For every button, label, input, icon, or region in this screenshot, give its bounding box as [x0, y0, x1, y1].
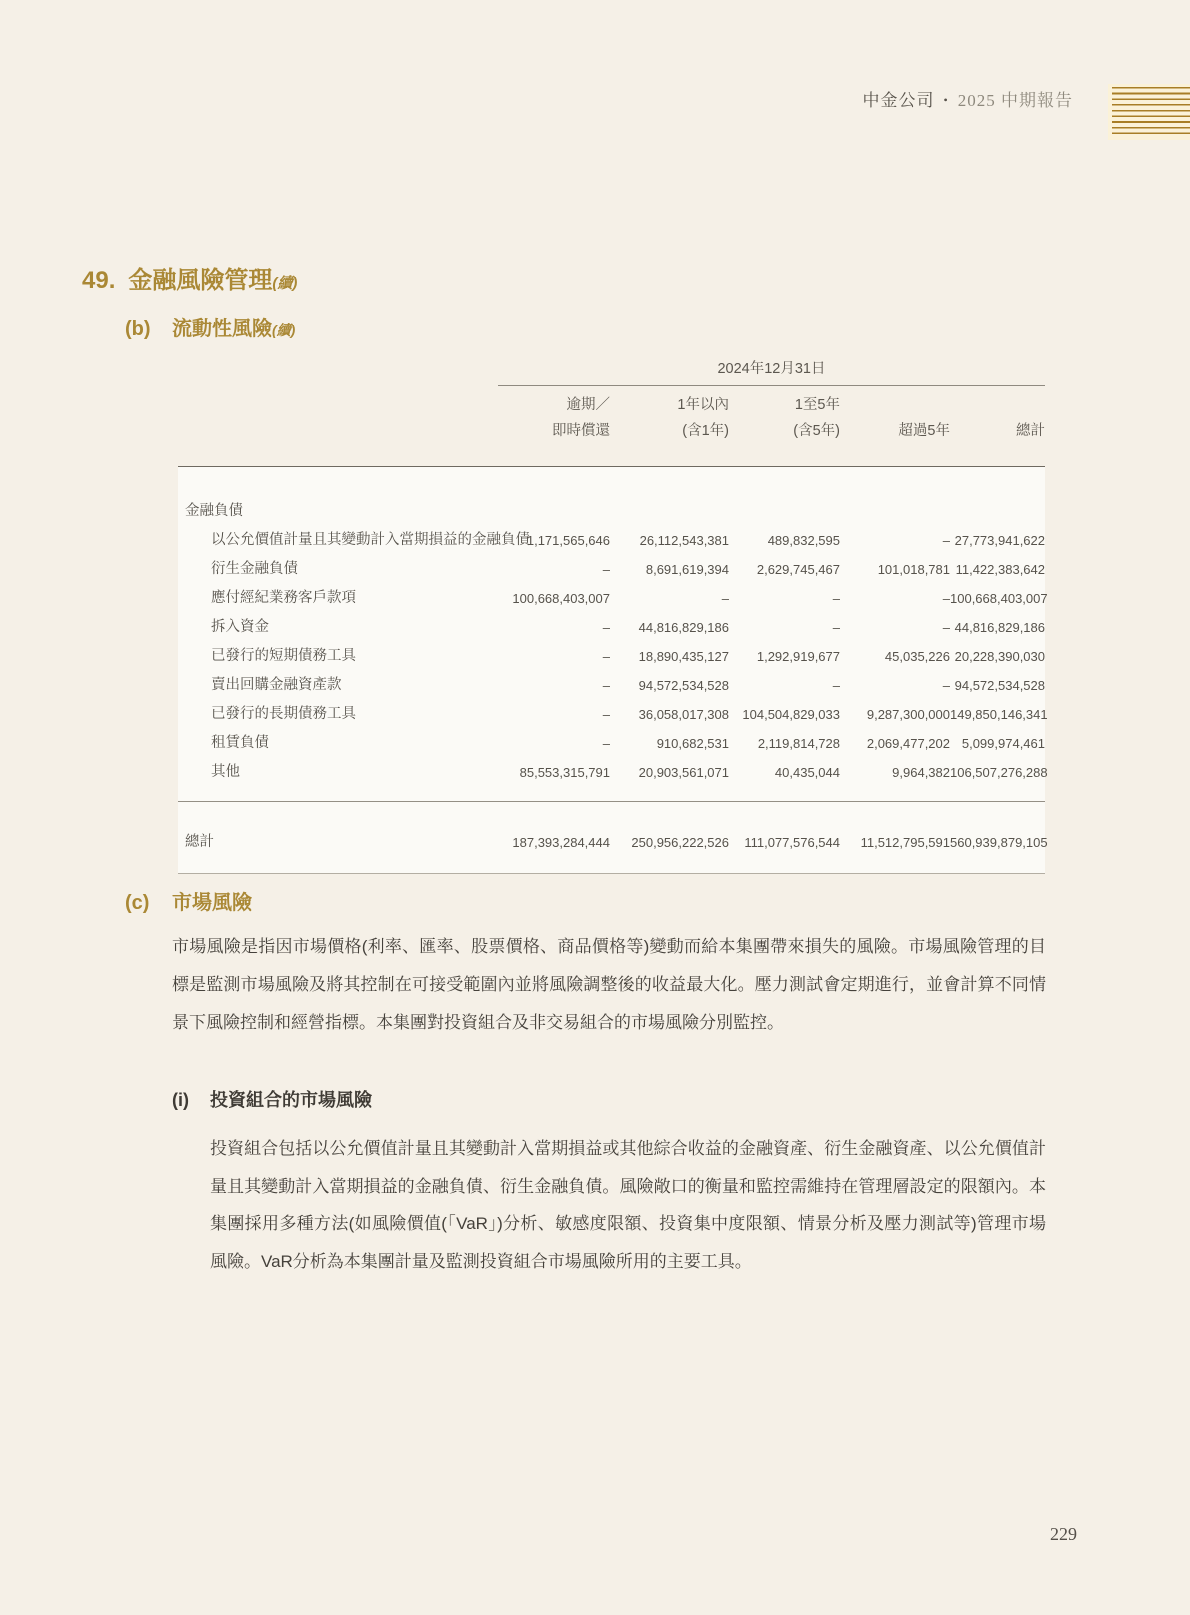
subsection-continued-marker: (續) [272, 322, 296, 338]
subsection-label: (c) [125, 892, 150, 914]
cell-value: 36,058,017,308 [638, 707, 729, 722]
cell-value: 94,572,534,528 [954, 678, 1045, 693]
cell-value: – [942, 620, 950, 635]
col-header-1y-l1: 1年以內 [677, 397, 729, 413]
total-value: 11,512,795,591 [860, 835, 950, 850]
cell-value: – [832, 591, 840, 606]
col-header-overdue-l1: 逾期／ [566, 397, 610, 413]
col-header-over5y-l2: 超過5年 [898, 423, 950, 439]
portfolio-risk-paragraph: 投資組合包括以公允價值計量且其變動計入當期損益或其他綜合收益的金融資產、衍生金融資產、以公允價值計量且其變動計入當期損益的金融負債、衍生金融負債。風險敞口的衡量和監控需維持在管理層設定的限額內。本集團採用多種方法(如風險價值(「VaR」)分析、敏感度限額、投資集中度限額、情景分析及壓力測試等)管理市場風險。VaR分析為本集團計量及監測投資組合市場風險所用的主要工具。 [210, 1139, 1046, 1271]
subsection-title: 投資組合的市場風險 [210, 1090, 372, 1110]
table-row [178, 555, 1045, 584]
table-group-row [178, 497, 1045, 526]
cell-value: 85,553,315,791 [519, 765, 610, 780]
cell-value: 2,069,477,202 [866, 736, 950, 751]
col-header-total-l1 [950, 392, 1045, 418]
column-headers-line1 [178, 392, 1045, 418]
corner-decoration [1108, 84, 1190, 140]
cell-value: 40,435,044 [774, 765, 840, 780]
group-label: 金融負債 [185, 503, 243, 519]
cell-value: – [942, 591, 950, 606]
cell-value: 5,099,974,461 [961, 736, 1045, 751]
cell-value: 2,629,745,467 [756, 562, 840, 577]
cell-value: – [602, 620, 610, 635]
cell-value: 101,018,781 [877, 562, 950, 577]
row-label: 其他 [211, 764, 240, 780]
cell-value: 106,507,276,288 [950, 765, 1048, 780]
subsection-heading-b [125, 312, 295, 341]
cell-value: 100,668,403,007 [950, 591, 1048, 606]
liquidity-maturity-table [178, 357, 1048, 874]
row-label: 應付經紀業務客戶款項 [211, 590, 356, 606]
cell-value: 18,890,435,127 [638, 649, 729, 664]
cell-value: 149,850,146,341 [950, 707, 1048, 722]
company-name: 中金公司 [862, 91, 935, 110]
running-header [863, 86, 1073, 111]
cell-value: – [602, 562, 610, 577]
table-body [178, 466, 1048, 874]
table-row [178, 584, 1048, 613]
table-date-header: 2024年12月31日 [498, 357, 1045, 386]
cell-value: 27,773,941,622 [954, 533, 1045, 548]
report-title: 2025 中期報告 [957, 91, 1073, 110]
cell-value: 8,691,619,394 [645, 562, 729, 577]
table-row [178, 758, 1048, 787]
table-row [178, 613, 1045, 642]
subsection-title: 市場風險 [172, 892, 252, 914]
row-label: 已發行的短期債務工具 [211, 648, 356, 664]
row-label: 拆入資金 [211, 619, 269, 635]
subsection-title: 流動性風險 [172, 318, 272, 340]
cell-value: – [942, 533, 950, 548]
cell-value: 44,816,829,186 [638, 620, 729, 635]
cell-value: – [721, 591, 729, 606]
cell-value: 910,682,531 [656, 736, 729, 751]
cell-value: 20,228,390,030 [954, 649, 1045, 664]
table-row [178, 526, 1045, 555]
table-total-row [178, 802, 1048, 857]
cell-value: 9,287,300,000 [866, 707, 950, 722]
table-row [178, 642, 1045, 671]
horizontal-lines-icon [1112, 87, 1190, 137]
cell-value: 94,572,534,528 [638, 678, 729, 693]
cell-value: 45,035,226 [884, 649, 950, 664]
cell-value: 20,903,561,071 [638, 765, 729, 780]
row-label: 衍生金融負債 [211, 561, 298, 577]
subsection-heading-c [125, 886, 252, 915]
col-header-total-l2: 總計 [1016, 423, 1045, 439]
cell-value: 9,964,382 [892, 765, 950, 780]
col-header-1y-l2: (含1年) [682, 423, 729, 439]
cell-value: – [602, 736, 610, 751]
col-header-1to5y-l1: 1至5年 [794, 397, 840, 413]
table-row [178, 671, 1045, 700]
table-row [178, 700, 1048, 729]
cell-value: 489,832,595 [767, 533, 840, 548]
total-value: 250,956,222,526 [631, 835, 729, 850]
table-row [178, 729, 1045, 758]
cell-value: 44,816,829,186 [954, 620, 1045, 635]
row-label: 以公允價值計量且其變動計入當期損益的金融負債 [211, 532, 530, 548]
cell-value: – [602, 678, 610, 693]
market-risk-paragraph: 市場風險是指因市場價格(利率、匯率、股票價格、商品價格等)變動而給本集團帶來損失的風險。市場風險管理的目標是監測市場風險及將其控制在可接受範圍內並將風險調整後的收益最大化。壓力測試會定期進行，並會計算不同情景下風險控制和經營指標。本集團對投資組合及非交易組合的市場風險分別監控。 [172, 937, 1046, 1032]
cell-value: – [942, 678, 950, 693]
column-headers-line2 [178, 418, 1045, 444]
section-continued-marker: (續) [272, 275, 298, 292]
total-value: 111,077,576,544 [744, 835, 840, 850]
subsection-label: (i) [172, 1090, 189, 1110]
spacer-cell [178, 392, 498, 418]
section-number: 49. [82, 267, 116, 294]
cell-value: – [602, 707, 610, 722]
total-label: 總計 [185, 834, 214, 850]
subsection-heading-i [172, 1086, 372, 1112]
row-label: 租賃負債 [211, 735, 269, 751]
spacer-cell [178, 418, 498, 444]
section-heading-49 [82, 260, 297, 295]
col-header-overdue-l2: 即時償還 [552, 423, 610, 439]
cell-value: – [602, 649, 610, 664]
subsection-label: (b) [125, 318, 151, 340]
total-value: 187,393,284,444 [512, 835, 610, 850]
header-bullet-icon: • [943, 93, 949, 107]
cell-value: 11,422,383,642 [955, 562, 1045, 577]
cell-value: 1,292,919,677 [756, 649, 840, 664]
cell-value: 100,668,403,007 [512, 591, 610, 606]
row-label: 已發行的長期債務工具 [211, 706, 356, 722]
cell-value: 104,504,829,033 [742, 707, 840, 722]
cell-value: 2,119,814,728 [757, 736, 840, 751]
col-header-1to5y-l2: (含5年) [793, 423, 840, 439]
section-title: 金融風險管理 [128, 267, 273, 294]
cell-value: 1,171,565,646 [526, 533, 610, 548]
total-value: 560,939,879,105 [950, 835, 1048, 850]
row-label: 賣出回購金融資產款 [211, 677, 342, 693]
cell-value: – [832, 620, 840, 635]
page-number: 229 [1050, 1524, 1077, 1544]
cell-value: – [832, 678, 840, 693]
cell-value: 26,112,543,381 [639, 533, 729, 548]
col-header-over5y-l1 [840, 392, 950, 418]
